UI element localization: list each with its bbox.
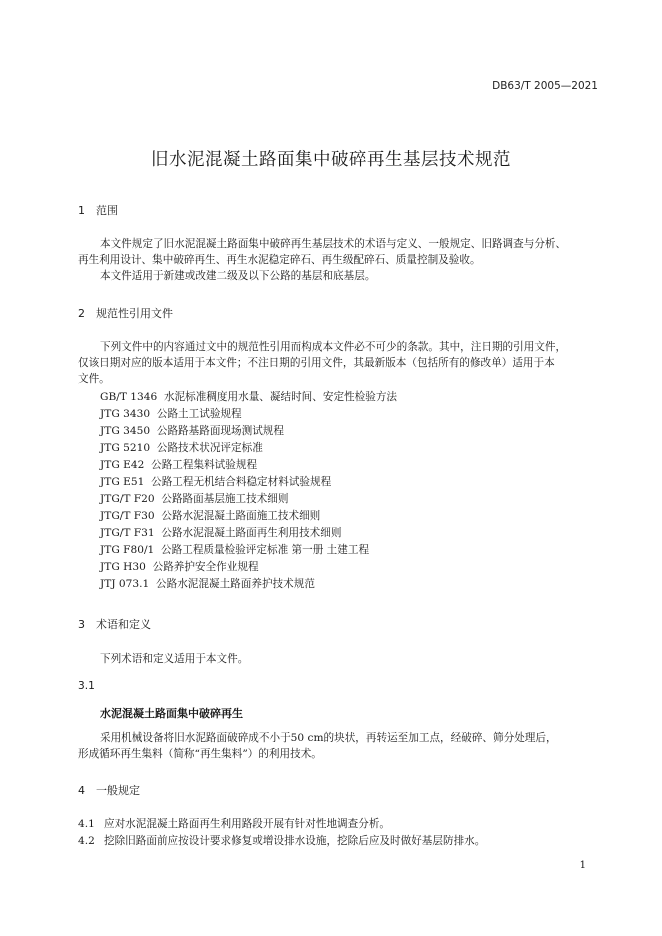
reference-code: JTG E42 [100, 459, 145, 471]
term-definition-line-1: 采用机械设备将旧水泥路面破碎成不小于50 cm的块状，再转运至加工点，经破碎、筛分处理后， [100, 732, 557, 744]
reference-code: JTG/T F30 [100, 510, 155, 522]
section-heading-4 [78, 782, 140, 798]
reference-code: JTG/T F20 [100, 493, 155, 505]
clause-number: 4.2 [78, 835, 95, 847]
reference-item [100, 491, 288, 506]
clause-4-2 [78, 833, 485, 848]
reference-title: 公路工程集料试验规程 [151, 459, 258, 471]
section-title: 范围 [96, 204, 118, 217]
reference-code: JTG 3430 [100, 408, 151, 420]
reference-item [100, 406, 242, 421]
document-title: 旧水泥混凝土路面集中破碎再生基层技术规范 [151, 150, 511, 170]
reference-item [100, 559, 259, 574]
reference-title: 公路养护安全作业规程 [152, 561, 259, 573]
reference-item [100, 389, 397, 404]
section-title: 术语和定义 [96, 618, 151, 631]
reference-title: 公路水泥混凝土路面施工技术细则 [161, 510, 321, 522]
reference-item [100, 423, 284, 438]
reference-title: 公路工程无机结合料稳定材料试验规程 [151, 476, 332, 488]
reference-title: 水泥标准稠度用水量、凝结时间、安定性检验方法 [163, 391, 398, 403]
reference-item [100, 525, 341, 540]
scope-paragraph-1-line-1: 本文件规定了旧水泥混凝土路面集中破碎再生基层技术的术语与定义、一般规定、旧路调查与分析、 [100, 238, 567, 250]
reference-item [100, 542, 369, 557]
normative-intro-line-2: 仅该日期对应的版本适用于本文件；不注日期的引用文件，其最新版本（包括所有的修改单）适用于本 [78, 357, 555, 369]
section-number: 2 [78, 307, 85, 320]
term-number: 3.1 [78, 680, 95, 692]
normative-intro-line-3: 文件。 [78, 373, 110, 385]
reference-code: JTG 3450 [100, 425, 151, 437]
section-number: 4 [78, 784, 85, 797]
clause-text: 挖除旧路面前应按设计要求修复或增设排水设施，挖除后应及时做好基层防排水。 [104, 835, 486, 847]
standard-code: DB63/T 2005—2021 [492, 80, 598, 92]
reference-code: JTG F80/1 [100, 544, 155, 556]
clause-4-1 [78, 816, 390, 831]
section-heading-2 [78, 305, 173, 321]
page-number: 1 [579, 860, 586, 871]
reference-item [100, 440, 263, 455]
term-definition-line-2: 形成循环再生集料（简称“再生集料”）的利用技术。 [78, 748, 322, 760]
reference-code: JTJ 073.1 [100, 578, 150, 590]
reference-item [100, 474, 331, 489]
normative-intro-line-1: 下列文件中的内容通过文中的规范性引用而构成本文件必不可少的条款。其中，注日期的引用文件， [100, 341, 567, 353]
section-number: 1 [78, 204, 85, 217]
reference-code: JTG/T F31 [100, 527, 155, 539]
reference-code: JTG H30 [100, 561, 146, 573]
reference-title: 公路路面基层施工技术细则 [161, 493, 289, 505]
section-heading-3 [78, 616, 151, 632]
scope-paragraph-1-line-2: 再生利用设计、集中破碎再生、再生水泥稳定碎石、再生级配碎石、质量控制及验收。 [78, 254, 481, 266]
reference-item [100, 576, 315, 591]
term-title: 水泥混凝土路面集中破碎再生 [100, 707, 243, 720]
scope-paragraph-2: 本文件适用于新建或改建二级及以下公路的基层和底基层。 [100, 270, 376, 282]
reference-title: 公路水泥混凝土路面再生利用技术细则 [161, 527, 342, 539]
section-title: 规范性引用文件 [96, 307, 173, 320]
reference-title: 公路工程质量检验评定标准 第一册 土建工程 [161, 544, 370, 556]
reference-title: 公路土工试验规程 [156, 408, 242, 420]
section-heading-1 [78, 202, 118, 218]
section-title: 一般规定 [96, 784, 140, 797]
clause-text: 应对水泥混凝土路面再生利用路段开展有针对性地调查分析。 [104, 818, 391, 830]
reference-title: 公路路基路面现场测试规程 [156, 425, 284, 437]
reference-item [100, 457, 257, 472]
reference-code: JTG E51 [100, 476, 145, 488]
reference-title: 公路水泥混凝土路面养护技术规范 [156, 578, 315, 590]
reference-code: JTG 5210 [100, 442, 151, 454]
clause-number: 4.1 [78, 818, 95, 830]
reference-code: GB/T 1346 [100, 391, 158, 403]
reference-item [100, 508, 320, 523]
reference-title: 公路技术状况评定标准 [156, 442, 263, 454]
section-number: 3 [78, 618, 85, 631]
terms-intro: 下列术语和定义适用于本文件。 [100, 653, 249, 665]
